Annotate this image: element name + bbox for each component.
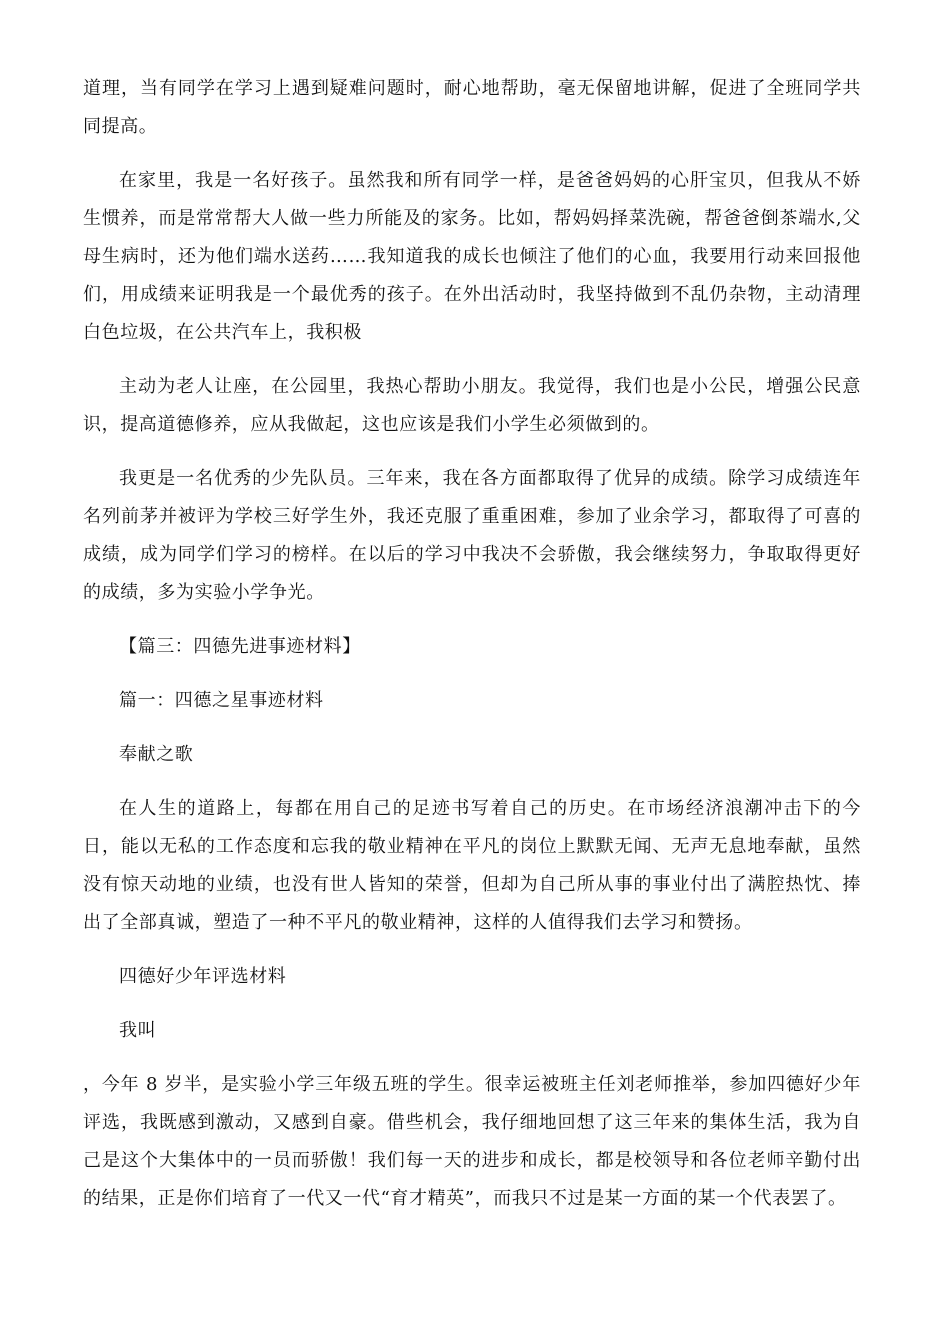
name-intro-line: 我叫 xyxy=(119,1020,157,1041)
article-title: 奉献之歌 xyxy=(119,744,194,765)
paragraph-public: 主动为老人让座，在公园里，我热心帮助小朋友。我觉得，我们也是小公民，增强公民意识，提高道德修养，应从我做起，这也应该是我们小学生必须做到的。 xyxy=(83,376,861,435)
paragraph-continuation: 道理，当有同学在学习上遇到疑难问题时，耐心地帮助，毫无保留地讲解，促进了全班同学共同提高。 xyxy=(83,78,861,137)
article-title-2: 四德好少年评选材料 xyxy=(119,966,287,987)
section-heading: 【篇三：四德先进事迹材料】 xyxy=(119,636,361,657)
paragraph-dedication: 在人生的道路上，每都在用自己的足迹书写着自己的历史。在市场经济浪潮冲击下的今日，能以无私的工作态度和忘我的敬业精神在平凡的岗位上默默无闻、无声无息地奉献，虽然没有惊天动地的业绩，也没有世人皆知的荣誉，但却为自己所从事的事业付出了满腔热忱、捧出了全部真诚，塑造了一种不平凡的敬业精神，这样的人值得我们去学习和赞扬。 xyxy=(83,798,861,933)
document-page xyxy=(83,70,861,1234)
paragraph-self-intro: ，今年 8 岁半，是实验小学三年级五班的学生。很幸运被班主任刘老师推举，参加四德好少年评选，我既感到激动，又感到自豪。借些机会，我仔细地回想了这三年来的集体生活，我为自己是这个大集体中的一员而骄傲！我们每一天的进步和成长，都是校领导和各位老师辛勤付出的结果，正是你们培育了一代又一代“育才精英”，而我只不过是某一方面的某一个代表罢了。 xyxy=(83,1074,861,1209)
paragraph-pioneer: 我更是一名优秀的少先队员。三年来，我在各方面都取得了优异的成绩。除学习成绩连年名列前茅并被评为学校三好学生外，我还克服了重重困难，参加了业余学习，都取得了可喜的成绩，成为同学们学习的榜样。在以后的学习中我决不会骄傲，我会继续努力，争取取得更好的成绩，多为实验小学争光。 xyxy=(83,468,861,603)
subsection-heading: 篇一：四德之星事迹材料 xyxy=(119,690,324,711)
paragraph-home: 在家里，我是一名好孩子。虽然我和所有同学一样，是爸爸妈妈的心肝宝贝，但我从不娇生惯养，而是常常帮大人做一些力所能及的家务。比如，帮妈妈择菜洗碗，帮爸爸倒茶端水,父母生病时，还为他们端水送药……我知道我的成长也倾注了他们的心血，我要用行动来回报他们，用成绩来证明我是一个最优秀的孩子。在外出活动时，我坚持做到不乱仍杂物，主动清理白色垃圾，在公共汽车上，我积极 xyxy=(83,170,861,343)
